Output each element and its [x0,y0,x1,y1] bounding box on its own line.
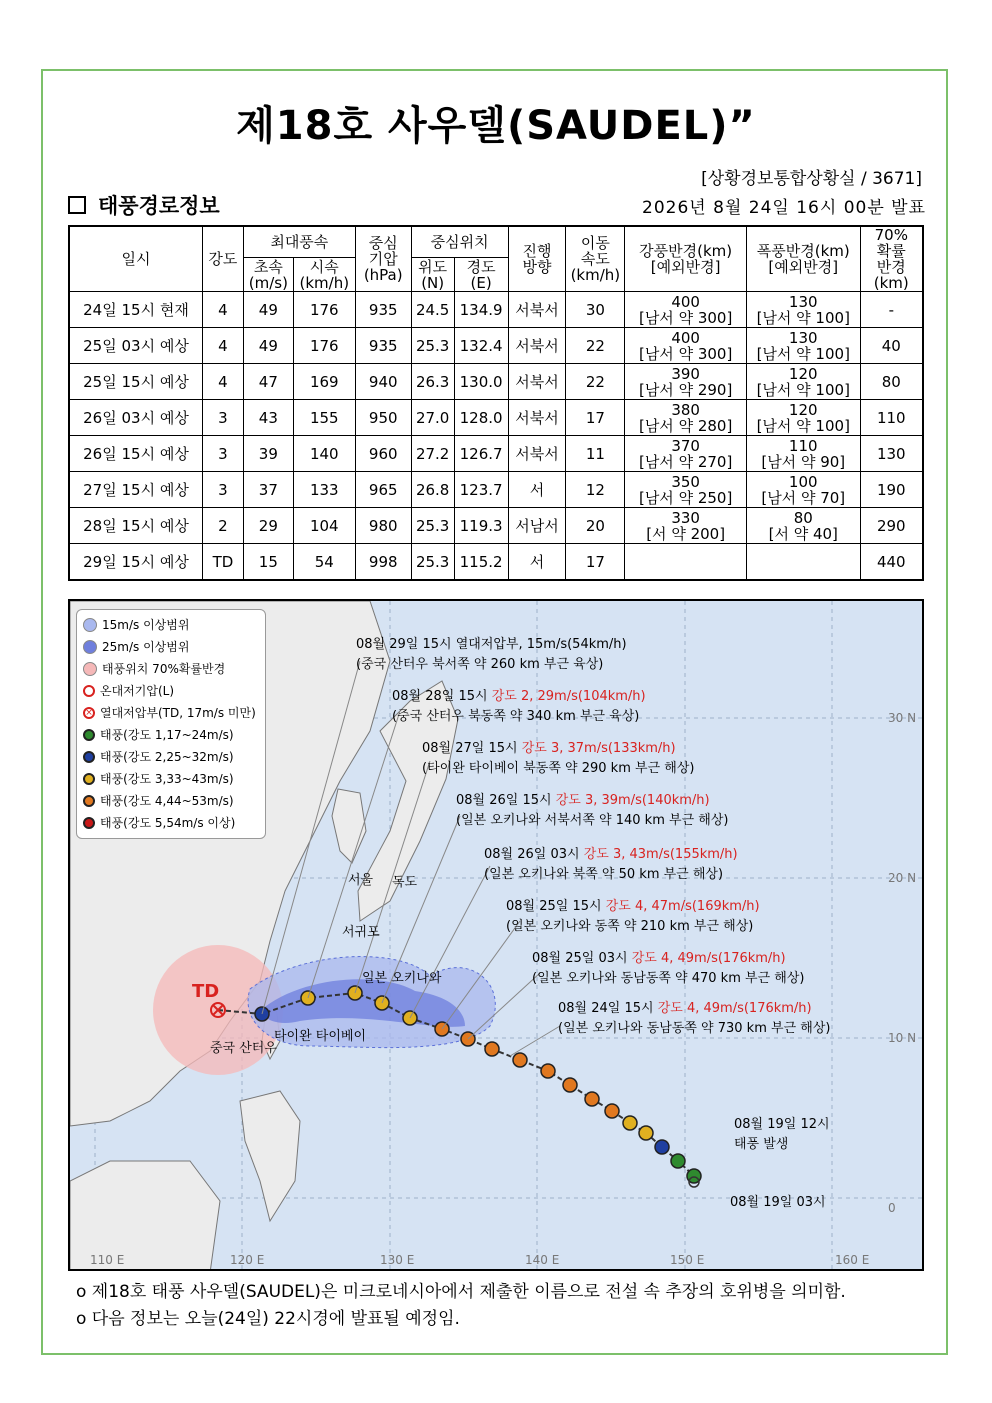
cell-lon: 128.0 [454,400,508,436]
cell-lon: 115.2 [454,544,508,581]
cell-wind-kmh: 155 [293,400,355,436]
latitude-label: 20 N [888,871,917,885]
header-prob70: 70% 확률 반경 (km) [860,226,923,292]
place-label: 일본 오키나와 [362,971,442,986]
legend-label: 열대저압부(TD, 17m/s 미만) [100,706,256,720]
legend-label: 15m/s 이상범위 [102,618,190,632]
cell-prob70: 290 [860,508,923,544]
cell-time: 26일 03시 예상 [69,400,202,436]
legend-item [83,724,259,746]
radius-value: 120 [788,400,818,419]
annotation-time: 08월 29일 15시 열대저압부, 15m/s(54km/h) [356,637,627,652]
cell-lon: 119.3 [454,508,508,544]
legend-item [83,790,259,812]
cell-wind-kmh: 54 [293,544,355,581]
annotation-location: (중국 산터우 북동쪽 약 340 km 부근 육상) [392,709,640,724]
longitude-label: 150 E [670,1253,705,1267]
radius-exception: [남서 약 300] [638,344,733,363]
radius-value: 380 [671,400,700,419]
cell-lat: 26.3 [411,364,454,400]
header-direction: 진행 방향 [508,226,566,292]
header-wind-ms: 초속 (m/s) [243,258,293,292]
radius-exception: [남서 약 280] [638,416,733,435]
radius-exception: [남서 약 270] [638,452,733,471]
typhoon-icon [655,1140,669,1154]
legend-label: 태풍(강도 3,33~43m/s) [100,772,234,786]
section-heading [68,190,220,220]
checkbox-icon [68,196,86,214]
typhoon-icon [83,773,95,785]
annotation-title [456,791,728,811]
cell-storm-radius [746,292,860,328]
cell-speed: 17 [566,400,625,436]
track-annotation [484,845,738,885]
latitude-label: 0 [888,1201,896,1215]
page-title: 제18호 사우델(SAUDEL)” [236,103,756,149]
cell-pressure: 940 [355,364,411,400]
annotation-time: 08월 25일 15시 [506,899,606,914]
cell-intensity: 4 [202,328,243,364]
notes [76,1279,846,1333]
cell-storm-radius [746,472,860,508]
cell-gale-radius [625,436,747,472]
latitude-label: 10 N [888,1031,917,1045]
cell-wind-kmh: 140 [293,436,355,472]
radius-value: 330 [671,508,700,527]
table-row [69,436,923,472]
cell-wind-kmh: 104 [293,508,355,544]
cell-wind-kmh: 176 [293,292,355,328]
circle-icon [83,662,97,676]
annotation-title [392,687,646,707]
cell-time: 25일 15시 예상 [69,364,202,400]
track-annotation [392,687,646,727]
header-wind-kmh: 시속 (km/h) [293,258,355,292]
radius-exception: [남서 약 250] [638,488,733,507]
cell-pressure: 960 [355,436,411,472]
typhoon-icon [605,1104,619,1118]
cell-lat: 26.8 [411,472,454,508]
cell-pressure: 935 [355,328,411,364]
table-body [69,292,923,581]
annotation-intensity: 강도 2, 29m/s(104km/h) [491,689,646,704]
radius-exception: [남서 약 290] [638,380,733,399]
cell-intensity: 4 [202,364,243,400]
cell-intensity: 4 [202,292,243,328]
cell-gale-radius [625,364,747,400]
cell-lat: 25.3 [411,328,454,364]
cell-direction: 서 [508,544,566,581]
map-legend [76,609,266,839]
place-label: 타이완 타이베이 [274,1029,367,1044]
legend-item [83,636,259,658]
legend-label: 태풍(강도 1,17~24m/s) [100,728,234,742]
annotation-title [356,635,627,655]
radius-exception: [서 약 40] [768,524,838,543]
note-item: o 다음 정보는 오늘(24일) 22시경에 발표될 예정임. [76,1309,460,1329]
ring-icon [83,685,95,697]
radius-exception: [서 약 200] [646,524,726,543]
legend-item [83,614,259,636]
cell-storm-radius [746,508,860,544]
cell-lat: 25.3 [411,544,454,581]
radius-value: 400 [671,292,700,311]
track-map [68,599,924,1271]
table-row [69,400,923,436]
cell-pressure: 980 [355,508,411,544]
radius-value: 110 [788,436,818,455]
track-table [68,225,924,581]
legend-label: 25m/s 이상범위 [102,640,190,654]
cell-gale-radius [625,328,747,364]
longitude-label: 120 E [230,1253,265,1267]
cell-prob70: 110 [860,400,923,436]
cell-storm-radius [746,400,860,436]
radius-value: 350 [671,472,700,491]
annotation-title [558,999,830,1019]
longitude-label: 130 E [380,1253,415,1267]
typhoon-icon [585,1092,599,1106]
legend-label: 태풍위치 70%확률반경 [102,662,226,676]
radius-value: 390 [671,364,700,383]
radius-value: 130 [788,292,818,311]
header-time: 일시 [69,226,202,292]
legend-item [83,746,259,768]
cell-time: 29일 15시 예상 [69,544,202,581]
cell-direction: 서 [508,472,566,508]
typhoon-icon [671,1154,685,1168]
legend-item [83,680,259,702]
annotation-title [422,739,694,759]
annotation-location: (일본 오키나와 동남동쪽 약 470 km 부근 해상) [532,971,805,986]
typhoon-icon [83,817,95,829]
cell-storm-radius [746,436,860,472]
cell-pressure: 998 [355,544,411,581]
korea-peninsula [332,789,366,863]
annotation-intensity: 강도 3, 43m/s(155km/h) [583,847,738,862]
cell-storm-radius [746,328,860,364]
annotation-intensity: 강도 4, 47m/s(169km/h) [605,899,760,914]
cell-prob70: 440 [860,544,923,581]
radius-value: 80 [793,508,813,527]
table-row [69,328,923,364]
cell-direction: 서북서 [508,364,566,400]
cell-intensity: 3 [202,472,243,508]
td-label: TD [192,981,220,1002]
cell-wind-kmh: 176 [293,328,355,364]
cell-lon: 126.7 [454,436,508,472]
cell-pressure: 950 [355,400,411,436]
cell-time: 26일 15시 예상 [69,436,202,472]
cell-time: 28일 15시 예상 [69,508,202,544]
cell-direction: 서남서 [508,508,566,544]
circle-icon [83,618,97,632]
radius-exception: [남서 약 100] [756,308,850,327]
legend-label: 태풍(강도 2,25~32m/s) [100,750,234,764]
cell-lat: 27.0 [411,400,454,436]
header-speed: 이동 속도 (km/h) [566,226,625,292]
cell-wind-ms: 49 [243,292,293,328]
typhoon-icon [83,751,95,763]
annotation-location: (일본 오키나와 서북서쪽 약 140 km 부근 해상) [456,813,729,828]
table-row [69,544,923,581]
header-lon: 경도 (E) [454,258,508,292]
genesis-label: 08월 19일 12시 [734,1117,830,1132]
cell-wind-ms: 15 [243,544,293,581]
cell-time: 25일 03시 예상 [69,328,202,364]
header-pressure: 중심 기압 (hPa) [355,226,411,292]
cell-intensity: 2 [202,508,243,544]
cell-speed: 11 [566,436,625,472]
radius-exception: [남서 약 70] [761,488,846,507]
cell-direction: 서북서 [508,400,566,436]
track-annotation [456,791,728,831]
cell-lon: 134.9 [454,292,508,328]
radius-exception: [남서 약 100] [756,344,850,363]
origin-label: 08월 19일 03시 [730,1195,826,1210]
header-storm-radius: 폭풍반경(km) [예외반경] [746,226,860,292]
cell-speed: 20 [566,508,625,544]
philippines [240,1091,300,1221]
cross-circle-icon: × [83,707,95,719]
cell-gale-radius [625,472,747,508]
cell-pressure: 965 [355,472,411,508]
cell-direction: 서북서 [508,328,566,364]
cell-wind-kmh: 133 [293,472,355,508]
leader-line [510,1026,560,1056]
table-row [69,292,923,328]
legend-item [83,702,259,724]
cell-lon: 132.4 [454,328,508,364]
annotation-intensity: 강도 4, 49m/s(176km/h) [657,1001,812,1016]
annotation-intensity: 강도 3, 39m/s(140km/h) [555,793,710,808]
cell-storm-radius [746,544,860,581]
annotation-title [484,845,738,865]
table-row [69,508,923,544]
annotation-time: 08월 26일 03시 [484,847,584,862]
annotation-time: 08월 26일 15시 [456,793,556,808]
cell-prob70: 40 [860,328,923,364]
annotation-location: (일본 오키나와 동쪽 약 210 km 부근 해상) [506,919,754,934]
cell-wind-kmh: 169 [293,364,355,400]
cell-prob70: 190 [860,472,923,508]
legend-label: 태풍(강도 5,54m/s 이상) [100,816,236,830]
radius-exception: [남서 약 300] [638,308,733,327]
cell-intensity: TD [202,544,243,581]
radius-value: 100 [788,472,818,491]
annotation-title [506,897,760,917]
cell-prob70: 80 [860,364,923,400]
header-lat: 위도 (N) [411,258,454,292]
legend-label: 온대저기압(L) [100,684,175,698]
annotation-time: 08월 28일 15시 [392,689,492,704]
cell-lon: 130.0 [454,364,508,400]
cell-speed: 22 [566,328,625,364]
cell-wind-ms: 37 [243,472,293,508]
cell-gale-radius [625,292,747,328]
annotation-location: (일본 오키나와 동남동쪽 약 730 km 부근 해상) [558,1021,831,1036]
annotation-intensity: 강도 4, 49m/s(176km/h) [631,951,786,966]
annotation-time: 08월 25일 03시 [532,951,632,966]
typhoon-icon [485,1042,499,1056]
legend-item [83,812,259,834]
typhoon-icon [541,1064,555,1078]
cell-time: 24일 15시 현재 [69,292,202,328]
place-label: 서귀포 [342,925,380,940]
header-intensity: 강도 [202,226,243,292]
place-label: 서울 [348,873,374,888]
cell-wind-ms: 47 [243,364,293,400]
latitude-label: 30 N [888,711,917,725]
legend-item [83,768,259,790]
cell-intensity: 3 [202,436,243,472]
radius-exception: [남서 약 90] [761,452,846,471]
cell-wind-ms: 43 [243,400,293,436]
cell-pressure: 935 [355,292,411,328]
annotation-time: 08월 27일 15시 [422,741,522,756]
cell-wind-ms: 39 [243,436,293,472]
table-row [69,472,923,508]
track-annotation [506,897,760,937]
cell-direction: 서북서 [508,436,566,472]
cell-lat: 25.3 [411,508,454,544]
header-gale-radius: 강풍반경(km) [예외반경] [625,226,747,292]
genesis-label: 태풍 발생 [734,1137,789,1152]
cell-lat: 24.5 [411,292,454,328]
table-row [69,364,923,400]
annotation-location: (일본 오키나와 북쪽 약 50 km 부근 해상) [484,867,724,882]
cell-speed: 22 [566,364,625,400]
cell-lon: 123.7 [454,472,508,508]
typhoon-icon [513,1053,527,1067]
cell-prob70: - [860,292,923,328]
longitude-label: 110 E [90,1253,125,1267]
annotation-location: (타이완 타이베이 북동쪽 약 290 km 부근 해상) [422,761,695,776]
legend-item [83,658,259,680]
cell-speed: 12 [566,472,625,508]
typhoon-icon [563,1078,577,1092]
track-annotation [558,999,830,1039]
typhoon-icon [623,1116,637,1130]
department-label: [상황경보통합상황실 / 3671] [701,169,922,189]
radius-value: 400 [671,328,700,347]
issued-time: 2026년 8월 24일 16시 00분 발표 [642,198,926,218]
cell-time: 27일 15시 예상 [69,472,202,508]
place-label: 중국 산터우 [210,1041,277,1056]
cell-speed: 17 [566,544,625,581]
cell-gale-radius [625,508,747,544]
radius-value: 120 [788,364,818,383]
cell-speed: 30 [566,292,625,328]
cell-wind-ms: 29 [243,508,293,544]
typhoon-icon [83,795,95,807]
track-annotation [422,739,694,779]
annotation-time: 08월 24일 15시 [558,1001,658,1016]
radius-value: 130 [788,328,818,347]
track-annotation [356,635,627,675]
cell-intensity: 3 [202,400,243,436]
annotation-intensity: 강도 3, 37m/s(133km/h) [521,741,676,756]
radius-value: 370 [671,436,700,455]
legend-label: 태풍(강도 4,44~53m/s) [100,794,234,808]
circle-icon [83,640,97,654]
typhoon-icon [83,729,95,741]
annotation-title [532,949,804,969]
radius-exception: [남서 약 100] [756,416,850,435]
cell-gale-radius [625,544,747,581]
header-center: 중심위치 [411,226,508,258]
cell-lat: 27.2 [411,436,454,472]
longitude-label: 140 E [525,1253,560,1267]
track-annotation [532,949,804,989]
annotation-location: (중국 산터우 북서쪽 약 260 km 부근 육상) [356,657,604,672]
cell-wind-ms: 49 [243,328,293,364]
cell-direction: 서북서 [508,292,566,328]
radius-exception: [남서 약 100] [756,380,850,399]
cell-storm-radius [746,364,860,400]
cell-gale-radius [625,400,747,436]
cell-prob70: 130 [860,436,923,472]
place-label: 독도 [392,875,418,890]
longitude-label: 160 E [835,1253,870,1267]
header-max-wind: 최대풍속 [243,226,355,258]
section-title: 태풍경로정보 [98,194,220,218]
typhoon-icon [639,1126,653,1140]
note-item: o 제18호 태풍 사우델(SAUDEL)은 미크로네시아에서 제출한 이름으로 전설 속 추장의 호위병을 의미함. [76,1282,846,1302]
